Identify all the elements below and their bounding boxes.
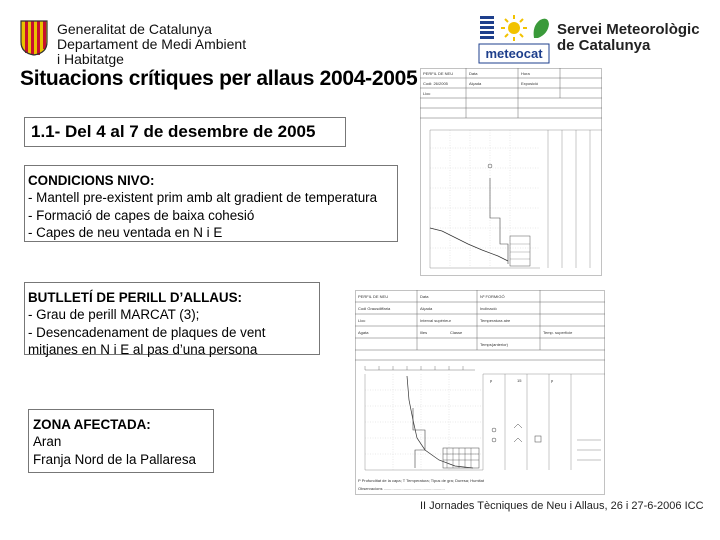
snow-conditions-line: - Capes de neu ventada en N i E — [28, 224, 223, 240]
sheet2-interval-label: Interval supérieur — [420, 318, 451, 323]
affected-zone-box — [28, 409, 214, 473]
sheet2-altitude-label: Alçada — [420, 306, 433, 311]
sheet2-title: PERFIL DE NEU — [358, 294, 389, 299]
sheet2-number-label: Nº FORMIGÓ — [480, 294, 505, 299]
snow-profile-sheet-2 — [355, 290, 605, 495]
sheet2-axis-label-p1: p — [490, 378, 493, 383]
sheet1-aspect-label: Exposició — [521, 81, 539, 86]
affected-zone-heading: ZONA AFECTADA: — [33, 417, 151, 432]
affected-zone-line: Franja Nord de la Pallaresa — [33, 451, 197, 467]
snow-conditions-heading: CONDICIONS NIVO: — [28, 173, 155, 188]
sheet1-hour-label: Hora — [521, 71, 530, 76]
snow-profile-sheet-1 — [420, 68, 602, 276]
sheet2-class-label: Classe — [450, 330, 463, 335]
sheet2-air-temp-label: Temperatura aire — [480, 318, 511, 323]
sheet2-note-1: P Profunditat de la capa; T Temperatura; Tipus de gra; Duresa; Humitat — [358, 478, 484, 483]
avalanche-bulletin-box — [24, 282, 320, 355]
org-line-3: i Habitatge — [57, 51, 124, 67]
sheet1-altitude-label: Alçada — [469, 81, 482, 86]
org-line-2: Departament de Medi Ambient — [57, 36, 247, 52]
sheet2-axis-label-15: 15 — [517, 378, 522, 383]
sheet1-code: Codi: 26/2005 — [423, 81, 448, 86]
sheet2-place-label: Lloc — [358, 318, 366, 323]
snow-conditions-box — [24, 165, 398, 242]
sheet2-axis-label-p2: p — [551, 378, 554, 383]
generalitat-logo — [20, 20, 48, 56]
sheet2-weather-label: Temps(anterior) — [480, 342, 509, 347]
sheet2-illes-label: Illes — [420, 330, 428, 335]
service-line-2: de Catalunya — [557, 37, 651, 54]
sheet2-code: Codi Grausdiffaria — [358, 306, 391, 311]
sheet1-title: PERFIL DE NEU — [423, 71, 454, 76]
weather-symbols-icon — [480, 15, 549, 41]
org-line-1: Generalitat de Catalunya — [57, 21, 212, 37]
sheet2-agata-label: Agata — [358, 330, 369, 335]
avalanche-bulletin-line: mitjanes en N i E al pas d’una persona — [28, 341, 258, 357]
footer-caption: II Jornades Tècniques de Neu i Allaus, 26 i 27-6-2006 ICC — [420, 500, 704, 512]
situation-date-heading: 1.1- Del 4 al 7 de desembre de 2005 — [24, 117, 346, 147]
sheet2-note-2: Observacions ....................................................... — [358, 486, 445, 491]
avalanche-bulletin-line: - Grau de perill MARCAT (3); — [28, 307, 200, 323]
avalanche-bulletin-heading: BUTLLETÍ DE PERILL D’ALLAUS: — [28, 290, 242, 305]
affected-zone-line: Aran — [33, 434, 62, 450]
sheet1-date-label: Data — [469, 71, 478, 76]
organization-name — [57, 22, 246, 67]
snow-conditions-line: - Formació de capes de baixa cohesió — [28, 207, 255, 223]
page-title: Situacions crítiques per allaus 2004-2005 — [20, 67, 418, 90]
sheet2-slope-label: Inclinació — [480, 306, 497, 311]
avalanche-bulletin-line: - Desencadenament de plaques de vent — [28, 324, 266, 340]
sheet1-place-label: Lloc — [423, 91, 431, 96]
service-line-1: Servei Meteorològic — [557, 21, 700, 38]
sheet2-surface-temp-label: Temp. superfície — [543, 330, 573, 335]
meteocat-logo — [478, 14, 550, 64]
sheet2-date-label: Data — [420, 294, 429, 299]
meteocat-logo-text: meteocat — [485, 46, 543, 61]
snow-conditions-line: - Mantell pre-existent prim amb alt gradient de temperatura — [28, 190, 378, 206]
service-name — [557, 22, 700, 54]
senyera-shield-icon — [20, 20, 48, 56]
